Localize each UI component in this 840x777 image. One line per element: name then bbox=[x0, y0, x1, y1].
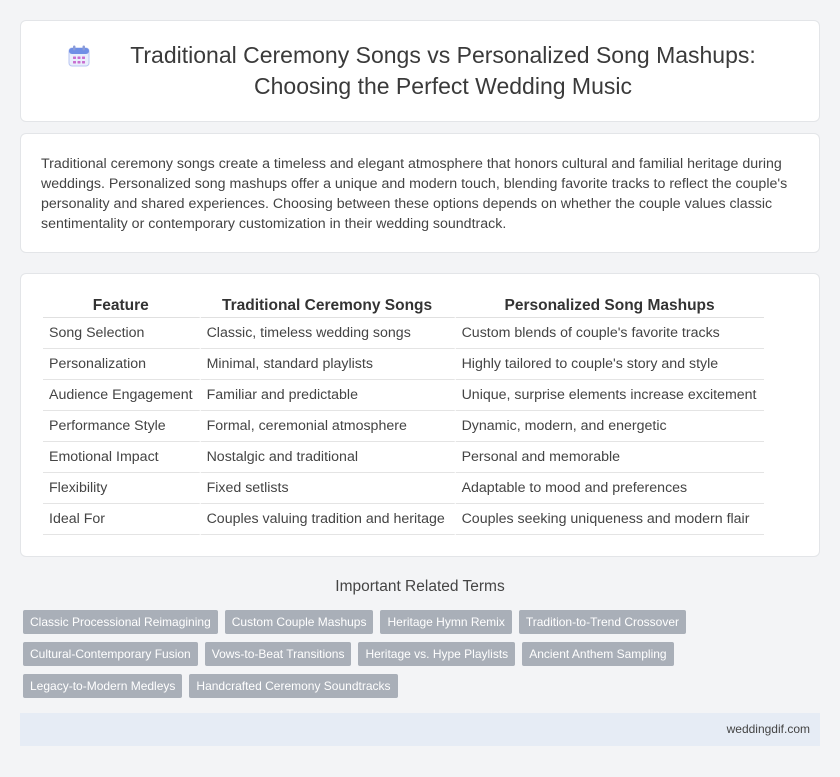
header-traditional: Traditional Ceremony Songs bbox=[201, 292, 456, 318]
related-term-tag[interactable]: Heritage Hymn Remix bbox=[380, 610, 511, 634]
table-row bbox=[43, 411, 764, 442]
related-term-tag[interactable]: Handcrafted Ceremony Soundtracks bbox=[189, 674, 397, 698]
table-cell: Custom blends of couple's favorite tracks bbox=[456, 318, 764, 349]
related-term-tag[interactable]: Custom Couple Mashups bbox=[225, 610, 374, 634]
related-terms-list bbox=[23, 610, 823, 698]
intro-paragraph: Traditional ceremony songs create a timeless and elegant atmosphere that honors cultural and familial heritage during weddings. Personalized song mashups offer a unique and modern touch, blending favorite tracks to reflect the couple's personality and shared experiences. Choosing between these options depends on whether the couple values classic sentimentality or contemporary customization in their wedding soundtrack. bbox=[41, 156, 788, 232]
table-cell: Performance Style bbox=[43, 411, 201, 442]
footer-site-link[interactable]: weddingdif.com bbox=[726, 722, 810, 736]
table-cell: Emotional Impact bbox=[43, 442, 201, 473]
related-term-tag[interactable]: Classic Processional Reimagining bbox=[23, 610, 218, 634]
table-cell: Audience Engagement bbox=[43, 380, 201, 411]
calendar-icon bbox=[67, 44, 91, 68]
table-cell: Personal and memorable bbox=[456, 442, 764, 473]
table-cell: Couples valuing tradition and heritage bbox=[201, 504, 456, 535]
table-cell: Classic, timeless wedding songs bbox=[201, 318, 456, 349]
header-personalized: Personalized Song Mashups bbox=[456, 292, 764, 318]
table-row bbox=[43, 380, 764, 411]
table-cell: Fixed setlists bbox=[201, 473, 456, 504]
table-header-row bbox=[43, 292, 764, 318]
table-cell: Dynamic, modern, and energetic bbox=[456, 411, 764, 442]
table-row bbox=[43, 318, 764, 349]
table-row bbox=[43, 442, 764, 473]
table-cell: Formal, ceremonial atmosphere bbox=[201, 411, 456, 442]
header-feature: Feature bbox=[43, 292, 201, 318]
related-term-tag[interactable]: Ancient Anthem Sampling bbox=[522, 642, 673, 666]
table-cell: Ideal For bbox=[43, 504, 201, 535]
title-wrap bbox=[67, 40, 773, 102]
title-card bbox=[20, 20, 820, 122]
related-term-tag[interactable]: Vows-to-Beat Transitions bbox=[205, 642, 352, 666]
table-cell: Nostalgic and traditional bbox=[201, 442, 456, 473]
table-row bbox=[43, 504, 764, 535]
page-title: Traditional Ceremony Songs vs Personalized Song Mashups: Choosing the Perfect Wedding Music bbox=[130, 42, 756, 99]
table-cell: Flexibility bbox=[43, 473, 201, 504]
related-term-tag[interactable]: Heritage vs. Hype Playlists bbox=[358, 642, 515, 666]
table-cell: Highly tailored to couple's story and style bbox=[456, 349, 764, 380]
table-cell: Couples seeking uniqueness and modern flair bbox=[456, 504, 764, 535]
table-row bbox=[43, 349, 764, 380]
table-cell: Adaptable to mood and preferences bbox=[456, 473, 764, 504]
table-row bbox=[43, 473, 764, 504]
table-cell: Familiar and predictable bbox=[201, 380, 456, 411]
table-cell: Personalization bbox=[43, 349, 201, 380]
related-term-tag[interactable]: Cultural-Contemporary Fusion bbox=[23, 642, 198, 666]
comparison-table bbox=[43, 292, 764, 535]
related-terms-heading: Important Related Terms bbox=[335, 578, 505, 595]
intro-card bbox=[20, 133, 820, 253]
table-cell: Unique, surprise elements increase excitement bbox=[456, 380, 764, 411]
comparison-card bbox=[20, 273, 820, 557]
related-term-tag[interactable]: Tradition-to-Trend Crossover bbox=[519, 610, 686, 634]
related-term-tag[interactable]: Legacy-to-Modern Medleys bbox=[23, 674, 182, 698]
table-cell: Song Selection bbox=[43, 318, 201, 349]
footer-bar bbox=[20, 713, 820, 746]
table-cell: Minimal, standard playlists bbox=[201, 349, 456, 380]
